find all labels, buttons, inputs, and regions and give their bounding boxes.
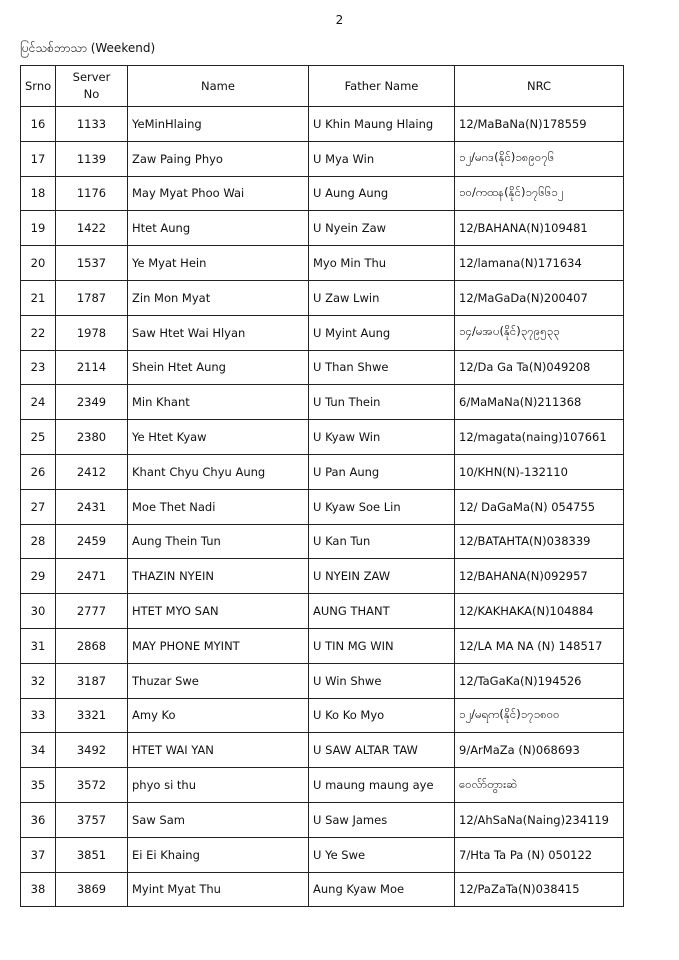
cell-name: Htet Aung <box>128 211 309 246</box>
table-row <box>21 698 624 733</box>
cell-srno: 18 <box>21 176 56 211</box>
cell-srno: 38 <box>21 872 56 907</box>
cell-server-no: 1422 <box>56 211 128 246</box>
cell-name: HTET MYO SAN <box>128 594 309 629</box>
cell-nrc: 12/KAKHAKA(N)104884 <box>455 594 624 629</box>
cell-father-name: U Than Shwe <box>309 350 455 385</box>
cell-father-name: U maung maung aye <box>309 768 455 803</box>
cell-name: Saw Sam <box>128 802 309 837</box>
cell-nrc: 7/Hta Ta Pa (N) 050122 <box>455 837 624 872</box>
header-server-line1: Server <box>72 70 111 84</box>
cell-srno: 35 <box>21 768 56 803</box>
table-header <box>21 66 624 107</box>
cell-nrc: ဝေလ်ာ်တွားဆဲ <box>455 768 624 803</box>
cell-server-no: 1537 <box>56 246 128 281</box>
cell-nrc: 9/ArMaZa (N)068693 <box>455 733 624 768</box>
cell-nrc: 12/LA MA NA (N) 148517 <box>455 628 624 663</box>
table-row <box>21 350 624 385</box>
cell-name: May Myat Phoo Wai <box>128 176 309 211</box>
cell-nrc: 10/KHN(N)-132110 <box>455 454 624 489</box>
cell-father-name: AUNG THANT <box>309 594 455 629</box>
cell-father-name: Myo Min Thu <box>309 246 455 281</box>
cell-srno: 33 <box>21 698 56 733</box>
table-row <box>21 246 624 281</box>
cell-father-name: U Mya Win <box>309 141 455 176</box>
cell-nrc: 12/lamana(N)171634 <box>455 246 624 281</box>
cell-srno: 25 <box>21 420 56 455</box>
table-row <box>21 594 624 629</box>
cell-father-name: U Nyein Zaw <box>309 211 455 246</box>
cell-father-name: U Khin Maung Hlaing <box>309 107 455 142</box>
cell-name: Zin Mon Myat <box>128 280 309 315</box>
cell-name: MAY PHONE MYINT <box>128 628 309 663</box>
table-row <box>21 107 624 142</box>
cell-server-no: 2777 <box>56 594 128 629</box>
table-row <box>21 315 624 350</box>
table-row <box>21 628 624 663</box>
cell-srno: 20 <box>21 246 56 281</box>
cell-name: YeMinHlaing <box>128 107 309 142</box>
table-row <box>21 733 624 768</box>
table-row <box>21 559 624 594</box>
cell-server-no: 3851 <box>56 837 128 872</box>
cell-name: Myint Myat Thu <box>128 872 309 907</box>
cell-nrc: ၁၂/မရက(နိုင်)၁၇၁၈၀၀ <box>455 698 624 733</box>
page-number: 2 <box>335 13 344 27</box>
cell-nrc: 12/Da Ga Ta(N)049208 <box>455 350 624 385</box>
cell-srno: 30 <box>21 594 56 629</box>
cell-name: Moe Thet Nadi <box>128 489 309 524</box>
student-table <box>20 65 624 907</box>
cell-server-no: 3321 <box>56 698 128 733</box>
cell-server-no: 1787 <box>56 280 128 315</box>
cell-nrc: 12/BAHANA(N)109481 <box>455 211 624 246</box>
table-row <box>21 837 624 872</box>
cell-srno: 19 <box>21 211 56 246</box>
cell-srno: 29 <box>21 559 56 594</box>
cell-server-no: 2349 <box>56 385 128 420</box>
cell-server-no: 2380 <box>56 420 128 455</box>
cell-father-name: U Pan Aung <box>309 454 455 489</box>
header-father-name: Father Name <box>309 66 455 107</box>
cell-nrc: 12/BATAHTA(N)038339 <box>455 524 624 559</box>
cell-nrc: 12/TaGaKa(N)194526 <box>455 663 624 698</box>
cell-father-name: U Kyaw Win <box>309 420 455 455</box>
cell-father-name: U Win Shwe <box>309 663 455 698</box>
header-server-no <box>56 66 128 107</box>
cell-nrc: 12/PaZaTa(N)038415 <box>455 872 624 907</box>
cell-srno: 27 <box>21 489 56 524</box>
section-title: ပြင်သစ်ဘာသာ (Weekend) <box>20 41 156 55</box>
cell-srno: 28 <box>21 524 56 559</box>
cell-srno: 31 <box>21 628 56 663</box>
header-row <box>21 66 624 107</box>
table-row <box>21 385 624 420</box>
cell-nrc: 12/MaGaDa(N)200407 <box>455 280 624 315</box>
header-srno: Srno <box>21 66 56 107</box>
header-nrc: NRC <box>455 66 624 107</box>
table-row <box>21 141 624 176</box>
cell-server-no: 2431 <box>56 489 128 524</box>
cell-name: Ye Htet Kyaw <box>128 420 309 455</box>
cell-nrc: 12/AhSaNa(Naing)234119 <box>455 802 624 837</box>
cell-nrc: 12/ DaGaMa(N) 054755 <box>455 489 624 524</box>
cell-name: Ei Ei Khaing <box>128 837 309 872</box>
cell-name: THAZIN NYEIN <box>128 559 309 594</box>
cell-srno: 17 <box>21 141 56 176</box>
cell-srno: 32 <box>21 663 56 698</box>
table-row <box>21 663 624 698</box>
cell-server-no: 3492 <box>56 733 128 768</box>
cell-nrc: ၁၂/မဂဒ(နိုင်)၁၈၉၀၇၆ <box>455 141 624 176</box>
cell-server-no: 3187 <box>56 663 128 698</box>
cell-name: Min Khant <box>128 385 309 420</box>
cell-father-name: U Aung Aung <box>309 176 455 211</box>
cell-server-no: 1978 <box>56 315 128 350</box>
cell-server-no: 2459 <box>56 524 128 559</box>
cell-srno: 16 <box>21 107 56 142</box>
cell-name: Thuzar Swe <box>128 663 309 698</box>
cell-srno: 22 <box>21 315 56 350</box>
cell-father-name: U Myint Aung <box>309 315 455 350</box>
table-row <box>21 802 624 837</box>
cell-server-no: 2868 <box>56 628 128 663</box>
cell-srno: 37 <box>21 837 56 872</box>
cell-server-no: 1139 <box>56 141 128 176</box>
cell-name: Khant Chyu Chyu Aung <box>128 454 309 489</box>
table-row <box>21 454 624 489</box>
cell-father-name: U Kyaw Soe Lin <box>309 489 455 524</box>
cell-father-name: Aung Kyaw Moe <box>309 872 455 907</box>
cell-srno: 21 <box>21 280 56 315</box>
cell-nrc: 6/MaMaNa(N)211368 <box>455 385 624 420</box>
table-row <box>21 489 624 524</box>
cell-name: Shein Htet Aung <box>128 350 309 385</box>
cell-server-no: 3572 <box>56 768 128 803</box>
cell-name: Saw Htet Wai Hlyan <box>128 315 309 350</box>
cell-nrc: ၁၄/မအပ(နိုင်)၃၇၉၅၃၃ <box>455 315 624 350</box>
cell-server-no: 1176 <box>56 176 128 211</box>
cell-server-no: 3869 <box>56 872 128 907</box>
cell-srno: 23 <box>21 350 56 385</box>
cell-father-name: U Kan Tun <box>309 524 455 559</box>
cell-server-no: 2471 <box>56 559 128 594</box>
cell-name: HTET WAI YAN <box>128 733 309 768</box>
cell-server-no: 1133 <box>56 107 128 142</box>
cell-nrc: ၁၀/ကထန(နိုင်)၁၇၆၆၁၂ <box>455 176 624 211</box>
table-row <box>21 176 624 211</box>
header-name: Name <box>128 66 309 107</box>
cell-name: Aung Thein Tun <box>128 524 309 559</box>
cell-father-name: U Ye Swe <box>309 837 455 872</box>
cell-father-name: U Zaw Lwin <box>309 280 455 315</box>
table-row <box>21 524 624 559</box>
table-row <box>21 211 624 246</box>
cell-father-name: U Ko Ko Myo <box>309 698 455 733</box>
cell-name: phyo si thu <box>128 768 309 803</box>
table-row <box>21 420 624 455</box>
cell-server-no: 2412 <box>56 454 128 489</box>
table-row <box>21 280 624 315</box>
cell-name: Ye Myat Hein <box>128 246 309 281</box>
cell-server-no: 2114 <box>56 350 128 385</box>
cell-nrc: 12/BAHANA(N)092957 <box>455 559 624 594</box>
cell-father-name: U TIN MG WIN <box>309 628 455 663</box>
cell-srno: 34 <box>21 733 56 768</box>
table-body <box>21 107 624 907</box>
cell-srno: 26 <box>21 454 56 489</box>
table-row <box>21 872 624 907</box>
cell-srno: 36 <box>21 802 56 837</box>
cell-nrc: 12/magata(naing)107661 <box>455 420 624 455</box>
cell-nrc: 12/MaBaNa(N)178559 <box>455 107 624 142</box>
table-row <box>21 768 624 803</box>
cell-father-name: U NYEIN ZAW <box>309 559 455 594</box>
cell-father-name: U SAW ALTAR TAW <box>309 733 455 768</box>
cell-name: Zaw Paing Phyo <box>128 141 309 176</box>
cell-father-name: U Tun Thein <box>309 385 455 420</box>
header-server-line2: No <box>83 87 100 101</box>
cell-srno: 24 <box>21 385 56 420</box>
cell-server-no: 3757 <box>56 802 128 837</box>
cell-father-name: U Saw James <box>309 802 455 837</box>
cell-name: Amy Ko <box>128 698 309 733</box>
